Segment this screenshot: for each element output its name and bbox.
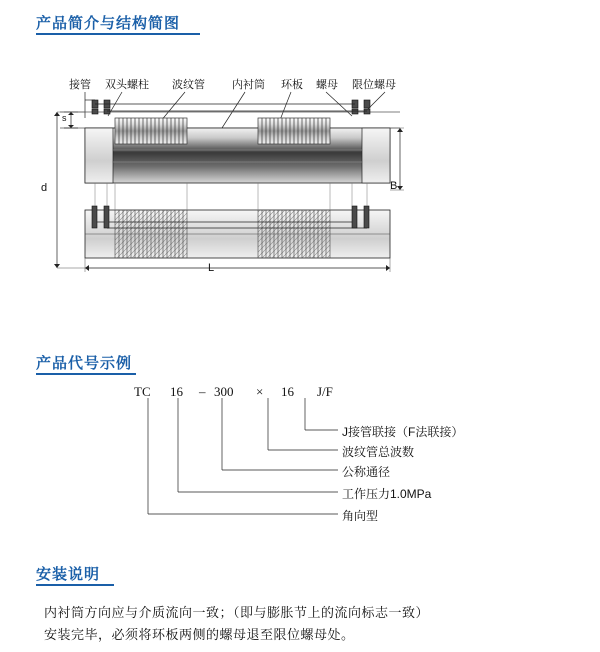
code-token-5: 16: [281, 384, 294, 399]
callout-label-1: 双头螺柱: [105, 79, 149, 91]
callout-label-6: 限位螺母: [352, 79, 396, 91]
dimension-label-d: d: [41, 182, 48, 194]
code-description-1: 波纹管总波数: [342, 445, 415, 459]
dimension-label-B: B: [390, 180, 398, 192]
code-description-2: 公称通径: [342, 465, 391, 479]
callout-label-4: 环板: [281, 79, 303, 91]
code-token-2: –: [199, 384, 206, 399]
dimension-label-L: L: [208, 262, 215, 274]
callout-label-5: 螺母: [316, 79, 338, 91]
section-title-code: 产品代号示例: [36, 355, 133, 372]
section-title-intro: 产品简介与结构简图: [36, 15, 181, 32]
code-description-0: J接管联接（F法联接）: [342, 425, 464, 439]
install-line-0: 内衬筒方向应与介质流向一致；（即与膨胀节上的流向标志一致）: [44, 605, 430, 620]
code-token-3: 300: [214, 384, 234, 399]
callout-label-2: 波纹管: [172, 79, 205, 91]
code-description-3: 工作压力1.0MPa: [342, 487, 432, 501]
dimension-label-s: s: [62, 113, 67, 123]
code-token-4: ×: [256, 384, 264, 399]
callout-label-3: 内衬筒: [232, 79, 265, 91]
section-title-install: 安装说明: [36, 566, 101, 583]
section-rule-install: [36, 584, 114, 586]
install-line-1: 安装完毕，必须将环板两侧的螺母退至限位螺母处。: [44, 627, 355, 642]
callout-label-0: 接管: [69, 79, 91, 91]
code-token-6: J/F: [317, 384, 333, 399]
code-token-1: 16: [170, 384, 183, 399]
section-rule-code: [36, 373, 136, 375]
code-description-4: 角向型: [342, 509, 379, 523]
section-rule-intro: [36, 33, 200, 35]
code-token-0: TC: [134, 384, 151, 399]
